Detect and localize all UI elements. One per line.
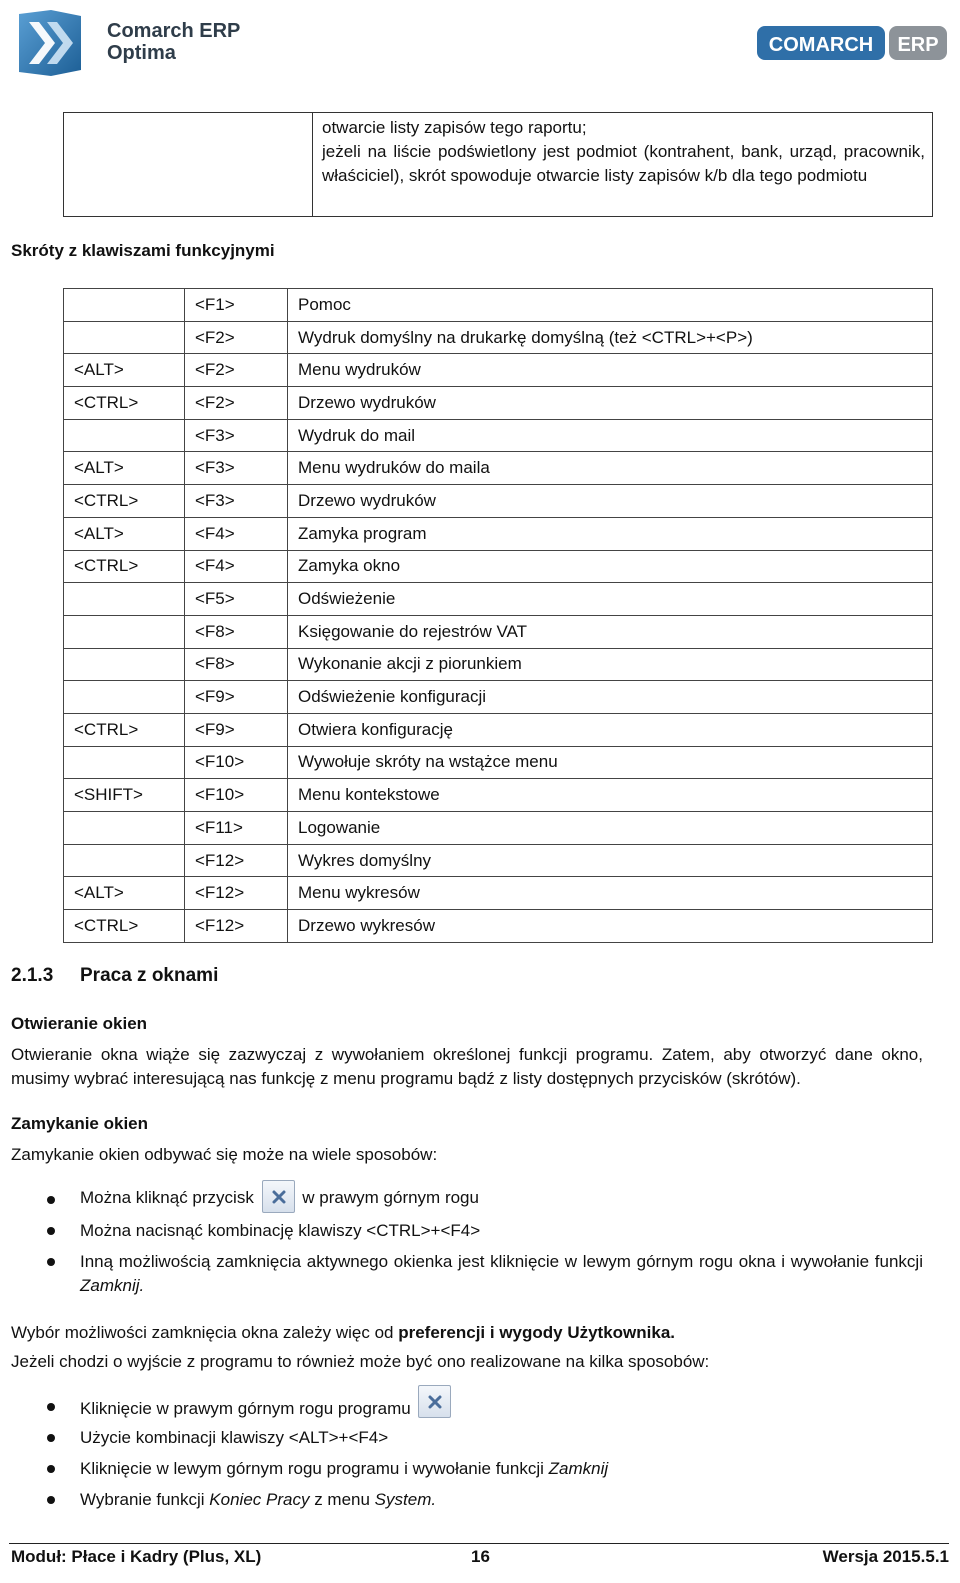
table-line: jeżeli na liście podświetlony jest podmiot (kontrahent, bank, urząd, pracownik, właściciel), skrót spowoduje otwarcie listy zapisów k/b dla tego podmiotu [322, 142, 925, 185]
opening-heading: Otwieranie okien [11, 1014, 148, 1033]
table-row [64, 844, 933, 877]
function-key-cell: <F10> [185, 746, 288, 779]
table-row [64, 812, 933, 845]
shortcuts-table [63, 288, 933, 943]
description-cell: Odświeżenie [288, 583, 933, 616]
footer-module: Moduł: Płace i Kadry (Plus, XL) [11, 1547, 262, 1566]
page-number: 16 [471, 1547, 490, 1566]
description-cell: Menu wydruków do maila [288, 452, 933, 485]
continued-table-cell [322, 116, 925, 188]
function-key-cell: <F10> [185, 779, 288, 812]
function-key-cell: <F2> [185, 354, 288, 387]
description-cell: Zamyka okno [288, 550, 933, 583]
bullet-emphasis: Zamknij [548, 1459, 609, 1478]
modifier-key-cell [64, 746, 185, 779]
modifier-key-cell: <SHIFT> [64, 779, 185, 812]
modifier-key-cell: <CTRL> [64, 485, 185, 518]
description-cell: Wydruk do mail [288, 419, 933, 452]
table-divider [312, 113, 313, 216]
modifier-key-cell: <CTRL> [64, 387, 185, 420]
bullet-emphasis: System. [374, 1490, 437, 1509]
table-row [64, 746, 933, 779]
bullet-text: Kliknięcie w lewym górnym rogu programu i wywołanie funkcji [80, 1459, 549, 1478]
choice-text: Wybór możliwości zamknięcia okna zależy więc od [11, 1323, 399, 1342]
bullet-dot [47, 1196, 55, 1204]
modifier-key-cell [64, 419, 185, 452]
table-row [64, 648, 933, 681]
modifier-key-cell [64, 289, 185, 322]
bullet-emphasis: Koniec Pracy [209, 1490, 310, 1509]
modifier-key-cell: <CTRL> [64, 910, 185, 943]
choice-paragraph [11, 1321, 923, 1345]
description-cell: Wywołuje skróty na wstążce menu [288, 746, 933, 779]
table-row [64, 910, 933, 943]
bullet-dot [47, 1403, 55, 1411]
modifier-key-cell: <ALT> [64, 517, 185, 550]
comarch-erp-brand-logo [757, 24, 947, 62]
bullet-text: Można kliknąć przycisk [80, 1188, 254, 1207]
modifier-key-cell: <ALT> [64, 452, 185, 485]
description-cell: Odświeżenie konfiguracji [288, 681, 933, 714]
table-row [64, 550, 933, 583]
footer-version: Wersja 2015.5.1 [822, 1547, 949, 1566]
closing-heading: Zamykanie okien [11, 1114, 149, 1133]
description-cell: Wykres domyślny [288, 844, 933, 877]
description-cell: Księgowanie do rejestrów VAT [288, 615, 933, 648]
modifier-key-cell [64, 681, 185, 714]
bullet-text: Wybranie funkcji [80, 1490, 210, 1509]
bullet-emphasis: Zamknij. [80, 1276, 145, 1295]
modifier-key-cell [64, 583, 185, 616]
bullet-text: Inną możliwością zamknięcia aktywnego okienka jest kliknięcie w lewym górnym rogu okna i wywołanie funkcji [80, 1252, 923, 1271]
description-cell: Otwiera konfigurację [288, 713, 933, 746]
table-row [64, 485, 933, 518]
function-key-cell: <F12> [185, 844, 288, 877]
list-item [80, 1488, 923, 1512]
bullet-dot [47, 1227, 55, 1235]
list-item: Można nacisnąć kombinację klawiszy <CTRL>+<F4> [80, 1221, 481, 1240]
table-row [64, 419, 933, 452]
function-key-cell: <F4> [185, 517, 288, 550]
modifier-key-cell [64, 321, 185, 354]
function-key-cell: <F3> [185, 485, 288, 518]
exit-intro: Jeżeli chodzi o wyjście z programu to również może być ono realizowane na kilka sposobów: [11, 1352, 710, 1371]
description-cell: Menu wydruków [288, 354, 933, 387]
close-button-icon [262, 1180, 295, 1213]
section-number: 2.1.3 [11, 965, 54, 986]
function-key-cell: <F8> [185, 648, 288, 681]
function-key-cell: <F9> [185, 713, 288, 746]
logo-text [107, 20, 240, 64]
footer-divider [9, 1543, 949, 1544]
table-row [64, 321, 933, 354]
table-row [64, 583, 933, 616]
logo-line2: Optima [107, 42, 176, 64]
modifier-key-cell [64, 844, 185, 877]
bullet-text: z menu [309, 1490, 375, 1509]
table-line: otwarcie listy zapisów tego raportu; [322, 118, 587, 137]
function-key-cell: <F8> [185, 615, 288, 648]
description-cell: Wydruk domyślny na drukarkę domyślną (też <CTRL>+<P>) [288, 321, 933, 354]
page-header [0, 0, 960, 90]
function-key-cell: <F1> [185, 289, 288, 322]
modifier-key-cell [64, 812, 185, 845]
function-key-cell: <F3> [185, 452, 288, 485]
function-key-cell: <F11> [185, 812, 288, 845]
logo-line1: Comarch ERP [107, 20, 241, 42]
opening-text: Otwieranie okna wiąże się zazwyczaj z wywołaniem określonej funkcji programu. Zatem, aby otworzyć dane okno, musimy wybrać interesującą nas funkcję z menu programu bądź z listy dostępnych przycisków (skrótów). [11, 1045, 923, 1088]
description-cell: Drzewo wydruków [288, 387, 933, 420]
function-key-cell: <F2> [185, 321, 288, 354]
modifier-key-cell: <ALT> [64, 877, 185, 910]
continued-table [63, 112, 933, 217]
bullet-dot [47, 1465, 55, 1473]
close-button-icon [418, 1385, 451, 1418]
description-cell: Pomoc [288, 289, 933, 322]
table-row [64, 713, 933, 746]
function-key-cell: <F2> [185, 387, 288, 420]
modifier-key-cell [64, 615, 185, 648]
modifier-key-cell: <CTRL> [64, 550, 185, 583]
function-key-cell: <F12> [185, 877, 288, 910]
function-key-cell: <F4> [185, 550, 288, 583]
shortcuts-heading: Skróty z klawiszami funkcyjnymi [11, 241, 275, 260]
list-item [80, 1385, 923, 1421]
list-item [80, 1250, 923, 1298]
table-row [64, 681, 933, 714]
section-title: Praca z oknami [80, 965, 219, 986]
bullet-dot [47, 1434, 55, 1442]
bullet-text: w prawym górnym rogu [302, 1188, 479, 1207]
function-key-cell: <F5> [185, 583, 288, 616]
description-cell: Drzewo wydruków [288, 485, 933, 518]
comarch-optima-logo-icon [15, 8, 85, 78]
choice-bold: preferencji i wygody Użytkownika. [398, 1323, 676, 1342]
description-cell: Wykonanie akcji z piorunkiem [288, 648, 933, 681]
table-row [64, 877, 933, 910]
table-row [64, 354, 933, 387]
description-cell: Logowanie [288, 812, 933, 845]
description-cell: Menu wykresów [288, 877, 933, 910]
table-row [64, 517, 933, 550]
description-cell: Drzewo wykresów [288, 910, 933, 943]
list-item: Użycie kombinacji klawiszy <ALT>+<F4> [80, 1428, 389, 1447]
bullet-text: Kliknięcie w prawym górnym rogu programu [80, 1399, 411, 1418]
table-row [64, 387, 933, 420]
modifier-key-cell [64, 648, 185, 681]
modifier-key-cell: <CTRL> [64, 713, 185, 746]
bullet-dot [47, 1496, 55, 1504]
description-cell: Menu kontekstowe [288, 779, 933, 812]
table-row [64, 779, 933, 812]
modifier-key-cell: <ALT> [64, 354, 185, 387]
table-row [64, 615, 933, 648]
list-item [80, 1457, 923, 1481]
function-key-cell: <F12> [185, 910, 288, 943]
table-row [64, 452, 933, 485]
closing-intro: Zamykanie okien odbywać się może na wiele sposobów: [11, 1145, 438, 1164]
function-key-cell: <F9> [185, 681, 288, 714]
bullet-dot [47, 1258, 55, 1266]
brand-right-text: ERP [897, 34, 939, 56]
description-cell: Zamyka program [288, 517, 933, 550]
brand-left-text: COMARCH [768, 34, 874, 56]
table-row [64, 289, 933, 322]
list-item [80, 1180, 923, 1213]
function-key-cell: <F3> [185, 419, 288, 452]
